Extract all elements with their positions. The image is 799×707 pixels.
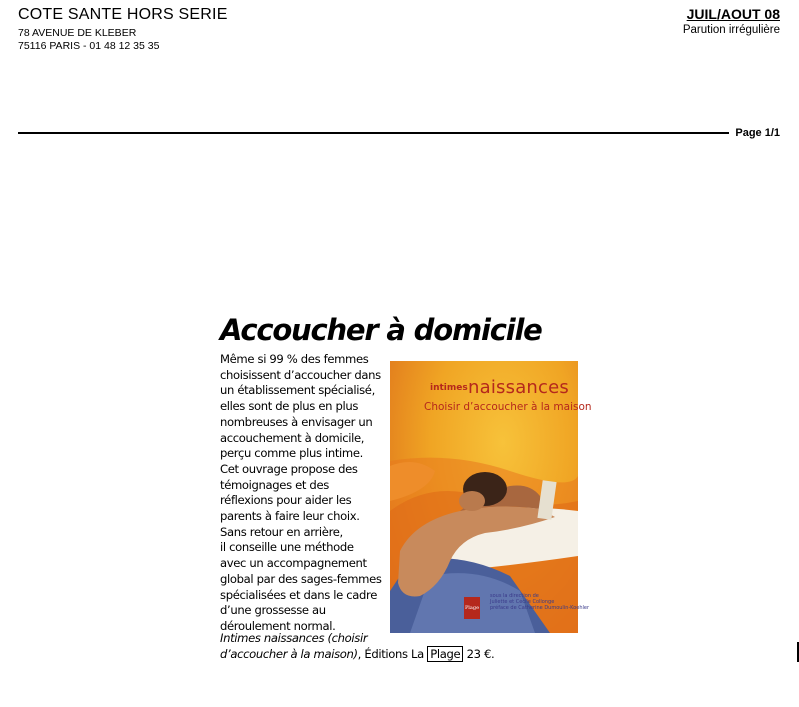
cover-credit-line-1: sous la direction de — [490, 593, 539, 599]
book-title-line-1: Intimes naissances (choisir — [220, 631, 368, 645]
address-line-1: 78 AVENUE DE KLEBER — [18, 27, 137, 39]
body-line: global par des sages-femmes — [220, 571, 382, 586]
price: 23 €. — [463, 646, 495, 661]
body-line: Cet ouvrage propose des — [220, 461, 358, 476]
cover-credits — [490, 593, 589, 611]
publisher-prefix: , Éditions La — [357, 646, 428, 661]
page-number: Page 1/1 — [735, 127, 780, 139]
publication-name: COTE SANTE HORS SERIE — [18, 6, 228, 23]
issue-date: JUIL/AOUT 08 — [686, 6, 780, 22]
body-line: témoignages et des — [220, 477, 329, 492]
body-line: déroulement normal. — [220, 618, 336, 633]
body-line: un établissement spécialisé, — [220, 383, 375, 398]
publisher-boxed: Plage — [427, 646, 463, 662]
publication-address — [18, 27, 159, 53]
body-line: spécialisées et dans le cadre — [220, 587, 377, 602]
book-caption — [220, 631, 494, 662]
book-cover-image — [390, 361, 592, 633]
body-line: d’une grossesse au — [220, 603, 326, 618]
publisher-logo: Plage — [464, 597, 480, 619]
address-line-2: 75116 PARIS - 01 48 12 35 35 — [18, 40, 160, 52]
book-title-line-2: d’accoucher à la maison) — [220, 646, 358, 661]
frequency: Parution irrégulière — [682, 24, 780, 36]
body-line: avec un accompagnement — [220, 556, 367, 571]
article-headline: Accoucher à domicile — [220, 313, 542, 347]
body-line: elles sont de plus en plus — [220, 399, 359, 414]
cover-subtitle: Choisir d’accoucher à la maison — [424, 401, 592, 413]
body-line: perçu comme plus intime. — [220, 446, 363, 461]
body-line: Même si 99 % des femmes — [220, 352, 369, 366]
cover-credit-line-3: préface de Catherine Dumoulin-Koehler — [490, 605, 590, 611]
cover-title: naissances — [468, 377, 569, 398]
header-rule — [18, 132, 729, 134]
article-body — [220, 352, 390, 635]
body-line: nombreuses à envisager un — [220, 414, 373, 429]
body-line: Sans retour en arrière, — [220, 524, 343, 539]
body-line: il conseille une méthode — [220, 540, 354, 555]
body-line: réflexions pour aider les — [220, 493, 352, 508]
body-line: choisissent d’accoucher dans — [220, 367, 381, 382]
cover-brand: intimes — [430, 383, 468, 393]
cover-credit-line-2: Juliette et Cécile Collonge — [490, 599, 555, 605]
body-line: parents à faire leur choix. — [220, 509, 360, 524]
body-line: accouchement à domicile, — [220, 430, 365, 445]
